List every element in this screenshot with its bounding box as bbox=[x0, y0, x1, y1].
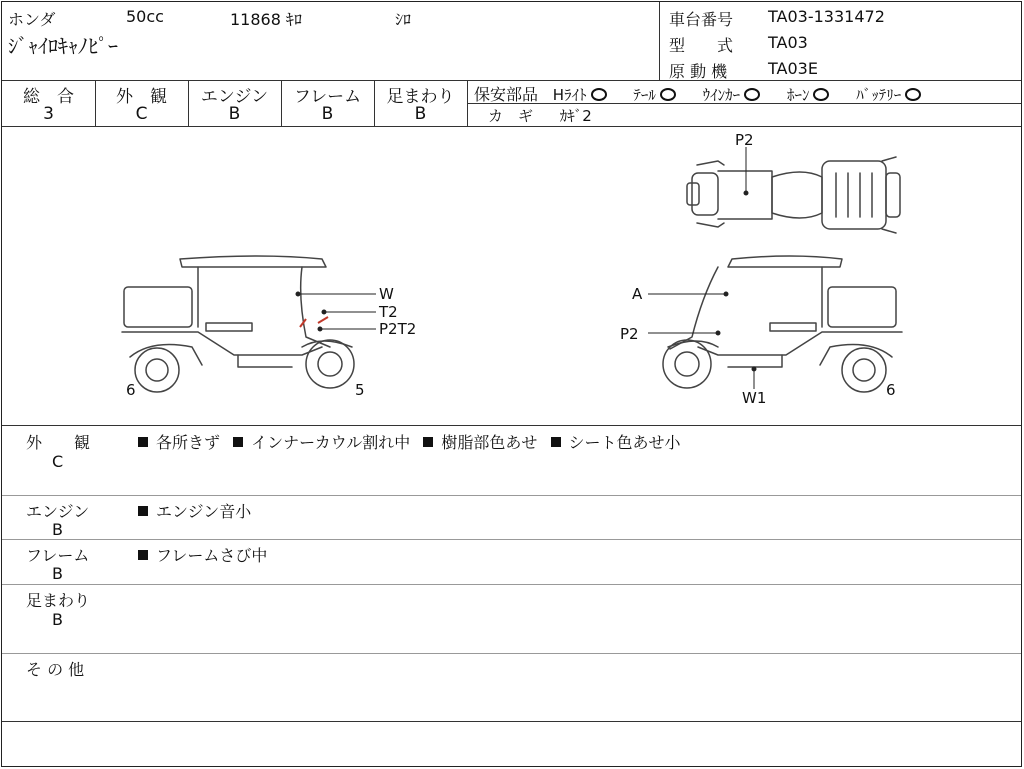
grade-exterior-label: 外 観 bbox=[116, 87, 167, 107]
key-value: ｶｷﾞ2 bbox=[559, 107, 592, 125]
engine-label: 原 動 機 bbox=[669, 62, 728, 81]
notes-engine-label: エンジン bbox=[26, 502, 90, 521]
damage-mark bbox=[318, 317, 328, 323]
bullet-icon bbox=[551, 437, 561, 447]
grade-engine-value: B bbox=[228, 104, 241, 124]
mileage bbox=[230, 7, 302, 30]
model-name: ｼﾞｬｲﾛｷｬﾉﾋﾟｰ bbox=[8, 34, 118, 58]
left-label-p2t2: P2T2 bbox=[379, 320, 417, 338]
header-divider bbox=[659, 2, 660, 80]
ok-circle-icon bbox=[591, 88, 607, 101]
key-row bbox=[488, 105, 592, 126]
bullet-icon bbox=[233, 437, 243, 447]
right-side-view-outline bbox=[663, 256, 902, 392]
type-label: 型 式 bbox=[669, 36, 734, 55]
key-label: カ ギ bbox=[488, 107, 534, 125]
color: ｼﾛ bbox=[395, 10, 412, 29]
bullet-icon bbox=[423, 437, 433, 447]
bullet-icon bbox=[138, 437, 148, 447]
left-label-t2: T2 bbox=[379, 303, 398, 321]
bullet-icon bbox=[138, 550, 148, 560]
safety-item-battery: ﾊﾞｯﾃﾘｰ bbox=[856, 86, 921, 104]
grade-overall-label: 総 合 bbox=[23, 87, 74, 107]
right-rear-wheel-label: 6 bbox=[886, 381, 896, 399]
inspection-sheet bbox=[1, 1, 1022, 767]
safety-item-horn: ﾎｰﾝ bbox=[787, 86, 830, 104]
notes-other-label: そ の 他 bbox=[26, 660, 85, 679]
notes-suspension-grade: B bbox=[52, 610, 63, 629]
diagram-rule bbox=[2, 425, 1021, 426]
notes-suspension-label: 足まわり bbox=[26, 591, 91, 610]
top-view-label: P2 bbox=[735, 131, 754, 149]
mileage-value: 11868 bbox=[230, 10, 281, 29]
safety-item-tail: ﾃｰﾙ bbox=[633, 86, 676, 104]
damage-diagram bbox=[2, 127, 1023, 425]
notes-exterior-items: 各所きず インナーカウル割れ中 樹脂部色あせ シート色あせ小 bbox=[138, 430, 681, 453]
grade-suspension-label: 足まわり bbox=[386, 87, 455, 107]
left-side-view-outline bbox=[122, 256, 354, 392]
ok-circle-icon bbox=[744, 88, 760, 101]
left-front-wheel-label: 5 bbox=[355, 381, 365, 399]
displacement: 50cc bbox=[126, 7, 164, 26]
ok-circle-icon bbox=[905, 88, 921, 101]
ok-circle-icon bbox=[813, 88, 829, 101]
notes-exterior-label: 外 観 bbox=[26, 433, 91, 452]
grade-frame-label: フレーム bbox=[293, 87, 362, 107]
ok-circle-icon bbox=[660, 88, 676, 101]
left-rear-wheel-label: 6 bbox=[126, 381, 136, 399]
safety-label: 保安部品 bbox=[474, 85, 539, 104]
engine-value: TA03E bbox=[768, 59, 818, 78]
footer-rule bbox=[2, 721, 1021, 722]
right-label-p2: P2 bbox=[620, 325, 639, 343]
type-value: TA03 bbox=[768, 33, 808, 52]
frame-number: TA03-1331472 bbox=[768, 7, 885, 26]
mileage-unit: ｷﾛ bbox=[286, 10, 303, 29]
grade-exterior-value: C bbox=[135, 104, 148, 124]
notes-frame-grade: B bbox=[52, 564, 63, 583]
grade-overall-value: 3 bbox=[43, 104, 54, 124]
left-label-w: W bbox=[379, 285, 394, 303]
header-rule bbox=[2, 80, 1021, 81]
notes-frame-items: フレームさび中 bbox=[138, 543, 267, 566]
safety-item-headlight: Hﾗｲﾄ bbox=[553, 86, 607, 104]
notes-engine-grade: B bbox=[52, 520, 63, 539]
grade-suspension-value: B bbox=[414, 104, 427, 124]
notes-engine-items: エンジン音小 bbox=[138, 499, 251, 522]
top-view-outline bbox=[687, 157, 900, 233]
bullet-icon bbox=[138, 506, 148, 516]
frame-number-label: 車台番号 bbox=[669, 10, 734, 29]
safety-item-winker: ｳｲﾝｶｰ bbox=[703, 86, 761, 104]
grade-engine-label: エンジン bbox=[200, 87, 269, 107]
notes-exterior-grade: C bbox=[52, 452, 64, 471]
safety-equipment-row bbox=[474, 82, 921, 105]
grade-frame-value: B bbox=[321, 104, 334, 124]
right-label-w1: W1 bbox=[742, 389, 767, 407]
right-label-a: A bbox=[632, 285, 643, 303]
maker: ホンダ bbox=[8, 10, 56, 29]
notes-frame-label: フレーム bbox=[26, 546, 90, 565]
